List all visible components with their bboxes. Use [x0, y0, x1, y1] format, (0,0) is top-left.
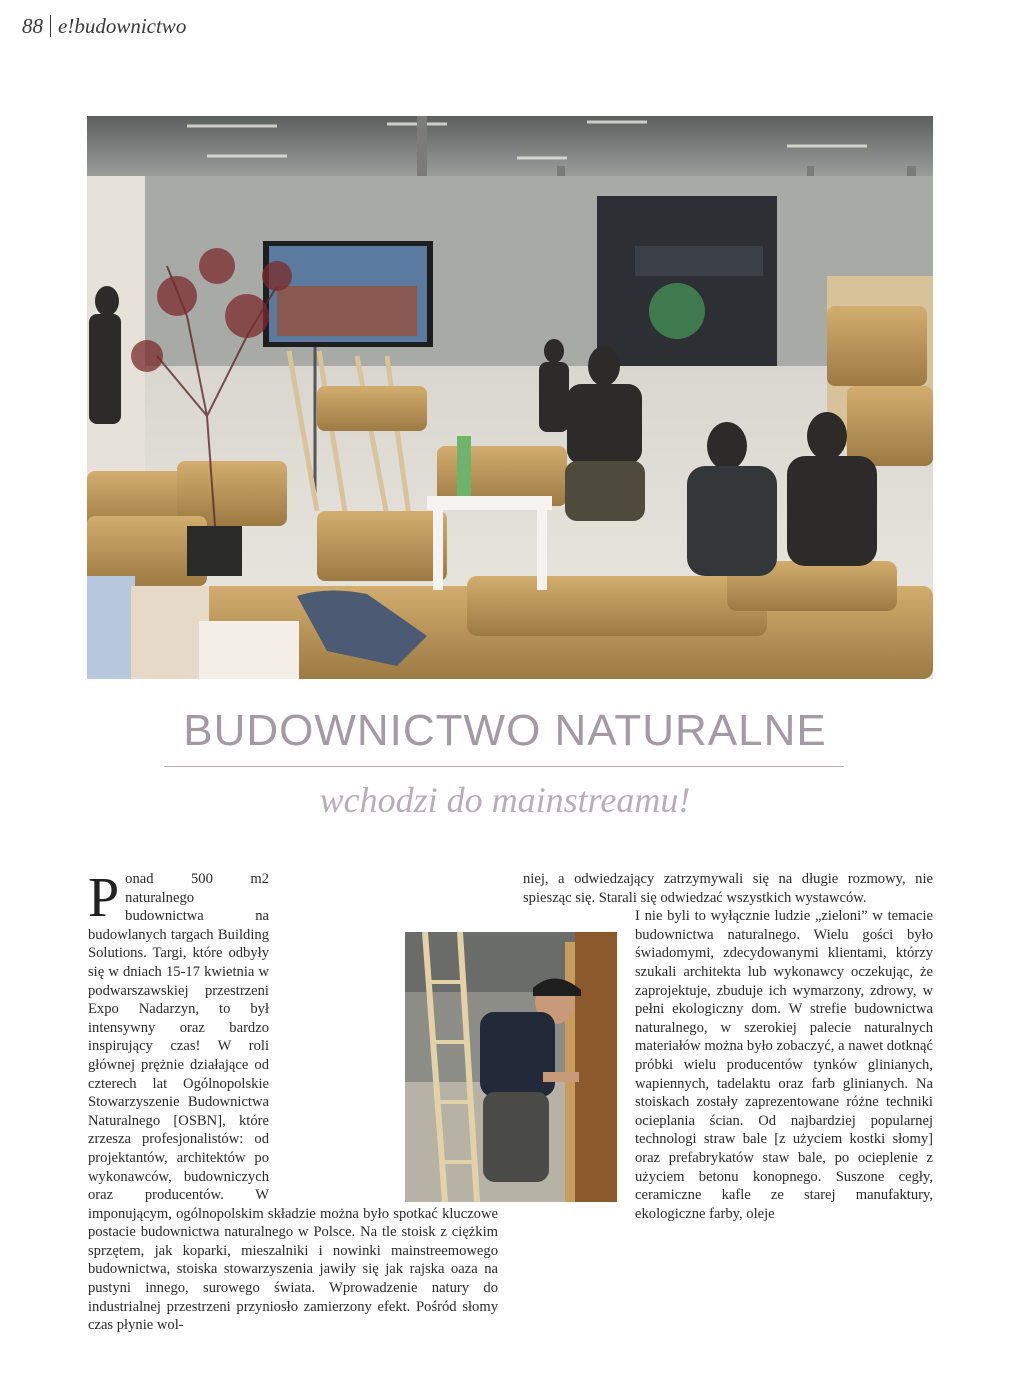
article-title: BUDOWNICTWO NATURALNE	[183, 706, 827, 755]
header-divider	[50, 15, 51, 37]
page-header	[22, 14, 186, 39]
column-2-paragraph-a: niej, a odwiedzający zatrzymywali się na długie rozmowy, nie spiesząc się. Starali się odwiedzać wszystkich wystawców.	[523, 871, 933, 906]
title-divider	[164, 766, 844, 767]
hero-photo	[87, 116, 933, 679]
page-number: 88	[22, 14, 43, 38]
article-subtitle: wchodzi do mainstreamu!	[319, 780, 691, 820]
drop-cap: P	[88, 867, 120, 929]
worker-photo-icon	[405, 932, 617, 1202]
column-1-text: onad 500 m2 naturalnego budownictwa na budowlanych targach Building Solutions. Targi, które odbyły się w dniach 15-17 kwietnia w podwarszawskiej przestrzeni Expo Nadarzyn, to był intensywny oraz bardzo inspirujący czas! W roli głównej prężnie działające od czterech lat Ogólnopolskie Stowarzyszenie Budownictwa Naturalnego [OSBN], które zrzesza profesjonalistów: od projektantów, architektów po wykonawców, budowniczych oraz producentów. W imponującym, ogólnopolskim składzie można było spotkać kluczowe postacie budownictwa naturalnego w Polsce. Na tle stoisk z ciężkim sprzętem, jak koparki, mieszalniki i nowinki mainstreemowego budownictwa, stoiska stowarzyszenia jawiły się jak rajska oaza na pustyni innego, surowego świata. Wprowadzenie natury do industrialnej przestrzeni przyniosło zamierzony efekt. Pośród słomy czas płynie wol-	[88, 871, 498, 1334]
exhibition-photo-icon	[87, 116, 933, 679]
column-2-text: I nie byli to wyłącznie ludzie „zieloni” w temacie budownictwa naturalnego. Wielu gości było świadomymi, zdecydowanymi klientami, którzy szukali architekta lub wykonawcy oczekując, że zaprojektuje, zbuduje ich wymarzony, zdrowy, w pełni ekologiczny dom. W strefie budownictwa naturalnego, w szerokiej palecie naturalnych materiałów można było zobaczyć, a nawet dotknąć próbki wielu producentów tynków glinianych, wapiennych, tadelaktu oraz farb glinianych. Na stoiskach zostały zaprezentowane różne techniki ocieplania ścian. Od najbardziej popularnej technologi straw bale [z użyciem kostki słomy] oraz prefabrykatów staw bale, po ocieplenie z użyciem betonu konopnego. Suszone cegły, ceramiczne kafle ze starej manufaktury, ekologiczne farby, oleje	[635, 908, 933, 1222]
publication-name: e!budownictwo	[58, 14, 187, 38]
inset-photo	[405, 932, 617, 1202]
